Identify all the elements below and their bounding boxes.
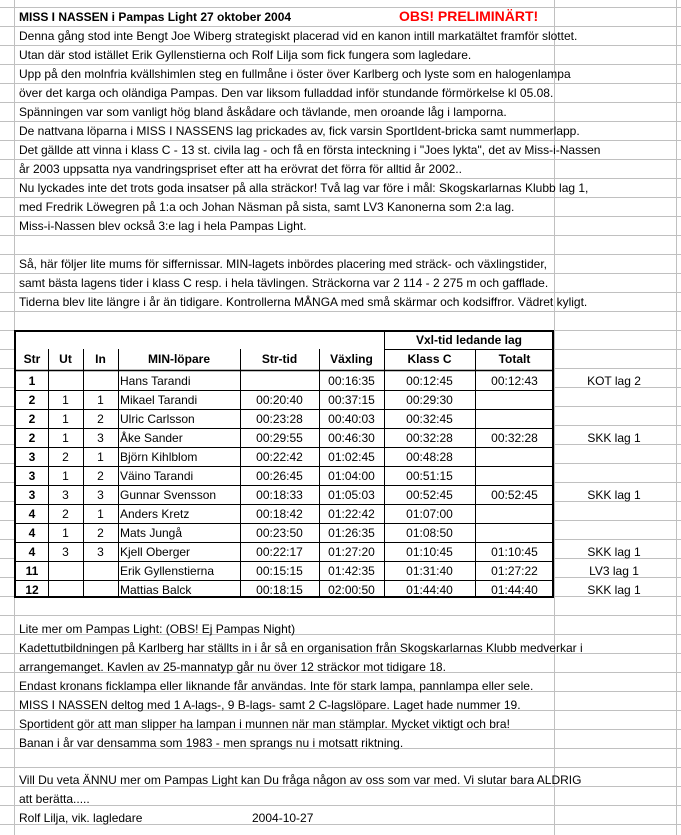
intro-line: Nu lyckades inte det trots goda insatser på alla sträckor! Två lag var före i mål: Skogskarlarnas Klubb lag 1, <box>19 181 589 195</box>
cell-note <box>554 410 674 429</box>
cell-in: 2 <box>97 412 104 426</box>
cell-str: 2 <box>28 412 36 426</box>
cell-class-c: 01:44:40 <box>406 583 453 597</box>
cell-note <box>554 467 674 486</box>
cell-note: LV3 lag 1 <box>589 564 639 578</box>
cell-changeover: 01:04:00 <box>328 469 375 483</box>
intro-line: Spänningen var som vanligt hög bland åskådare och tävlande, men oroande låg i lamporna. <box>19 105 507 119</box>
cell-runner: Björn Kihlblom <box>120 450 198 464</box>
cell-runner: Mattias Balck <box>120 583 192 597</box>
cell-total <box>475 391 554 410</box>
cell-in: 1 <box>97 507 104 521</box>
cell-changeover: 01:26:35 <box>328 526 375 540</box>
cell-changeover: 01:02:45 <box>328 450 375 464</box>
more-line: arrangemanget. Kavlen av 25-mannatyp går nu över 12 sträckor mot tidigare 18. <box>19 660 446 674</box>
cell-leg-time: 00:23:28 <box>256 412 303 426</box>
cell-str: 4 <box>28 526 36 540</box>
intro-line: Upp på den molnfria kvällshimlen steg en fullmåne i öster över Karlberg och lyste som en halogenlampa <box>19 67 571 81</box>
cell-ut: 1 <box>62 469 69 483</box>
cell-note: SKK lag 1 <box>587 583 641 597</box>
cell-in: 3 <box>97 545 104 559</box>
more-line: Lite mer om Pampas Light: (OBS! Ej Pampas Night) <box>19 622 296 636</box>
cell-in: 3 <box>97 488 104 502</box>
cell-note <box>554 448 674 467</box>
intro-line: De nattvana löparna i MISS I NASSENS lag prickades av, fick varsin SportIdent-bricka samt nummerlapp. <box>19 124 580 138</box>
cell-ut <box>48 372 83 391</box>
cell-class-c: 01:10:45 <box>406 545 453 559</box>
cell-runner: Mats Jungå <box>120 526 183 540</box>
cell-changeover: 00:40:03 <box>328 412 375 426</box>
intro-line: över det karga och oländiga Pampas. Den var liksom fulladdad inför stundande förmörkelse kl 05.08. <box>19 86 554 100</box>
cell-ut: 3 <box>62 545 69 559</box>
cell-total: 00:52:45 <box>491 488 538 502</box>
page-title: MISS I NASSEN i Pampas Light 27 oktober 2004 <box>19 10 292 24</box>
more-line: Endast kronans ficklampa eller liknande får användas. Inte för stark lampa, pannlampa eller sele. <box>19 679 534 693</box>
cell-class-c: 00:29:30 <box>406 393 453 407</box>
cell-leg-time: 00:29:55 <box>256 431 303 445</box>
cell-leg-time <box>240 372 319 391</box>
cell-runner: Erik Gyllenstierna <box>120 564 215 578</box>
cell-leg-time: 00:18:15 <box>256 583 303 597</box>
cell-in <box>83 581 118 600</box>
cell-ut: 1 <box>62 526 69 540</box>
cell-in: 1 <box>97 450 104 464</box>
cell-ut <box>48 562 83 581</box>
stats-line: Så, här följer lite mums för siffernissar. MIN-lagets inbördes placering med sträck- och växlingstider, <box>19 257 547 271</box>
cell-str: 12 <box>25 583 39 597</box>
cell-total: 01:27:22 <box>491 564 538 578</box>
column-header-total: Totalt <box>498 352 531 366</box>
cell-class-c: 00:32:28 <box>406 431 453 445</box>
report-date: 2004-10-27 <box>252 811 314 825</box>
cell-class-c: 01:07:00 <box>406 507 453 521</box>
cell-changeover: 01:05:03 <box>328 488 375 502</box>
cell-in: 2 <box>97 469 104 483</box>
cell-leg-time: 00:22:42 <box>256 450 303 464</box>
cell-ut: 1 <box>62 393 69 407</box>
cell-class-c: 00:12:45 <box>406 374 453 388</box>
intro-line: Det gällde att vinna i klass C - 13 st. civila lag - och få en första inteckning i "Joes lykta", det av Miss-i-Nassen <box>19 143 601 157</box>
cell-in: 3 <box>97 431 104 445</box>
intro-line: år 2003 uppsatta nya vandringspriset efter att ha erövrat det förra för alltid år 2002.. <box>19 162 462 176</box>
cell-note: SKK lag 1 <box>587 545 641 559</box>
cell-ut: 2 <box>62 450 69 464</box>
intro-line: Denna gång stod inte Bengt Joe Wiberg strategiskt placerad vid en kanon intill markatältet framför slottet. <box>19 29 578 43</box>
cell-str: 11 <box>25 564 39 578</box>
cell-leg-time: 00:18:33 <box>256 488 303 502</box>
cell-note <box>554 391 674 410</box>
cell-changeover: 01:42:35 <box>328 564 375 578</box>
cell-total: 01:44:40 <box>491 583 538 597</box>
intro-line: med Fredrik Löwegren på 1:a och Johan Näsman på sista, samt LV3 Kanonerna som 2:a lag. <box>19 200 515 214</box>
column-header-in: In <box>95 352 106 366</box>
intro-line: Miss-i-Nassen blev också 3:e lag i hela Pampas Light. <box>19 219 307 233</box>
cell-changeover: 00:16:35 <box>328 374 375 388</box>
cell-class-c: 00:51:15 <box>406 469 453 483</box>
cell-str: 3 <box>28 469 36 483</box>
cell-class-c: 00:48:28 <box>406 450 453 464</box>
cell-total: 00:32:28 <box>491 431 538 445</box>
cell-class-c: 00:32:45 <box>406 412 453 426</box>
leading-team-header: Vxl-tid ledande lag <box>415 333 523 347</box>
column-header-class-c: Klass C <box>407 352 452 366</box>
cell-changeover: 00:46:30 <box>328 431 375 445</box>
cell-class-c: 01:08:50 <box>406 526 453 540</box>
cell-leg-time: 00:23:50 <box>256 526 303 540</box>
cell-ut: 3 <box>62 488 69 502</box>
more-line: Banan i år var densamma som 1983 - men sprangs nu i motsatt riktning. <box>19 736 404 750</box>
cell-total <box>475 505 554 524</box>
cell-str: 3 <box>28 488 36 502</box>
column-header-str: Str <box>23 352 41 366</box>
cell-ut <box>48 581 83 600</box>
cell-runner: Väino Tarandi <box>120 469 194 483</box>
cell-ut: 1 <box>62 431 69 445</box>
cell-changeover: 01:22:42 <box>328 507 375 521</box>
cell-leg-time: 00:20:40 <box>256 393 303 407</box>
cell-note: KOT lag 2 <box>587 374 641 388</box>
cell-changeover: 02:00:50 <box>328 583 375 597</box>
cell-changeover: 01:27:20 <box>328 545 375 559</box>
cell-leg-time: 00:15:15 <box>256 564 303 578</box>
cell-str: 1 <box>28 374 36 388</box>
column-header-ut: Ut <box>59 352 72 366</box>
preliminary-notice: OBS! PRELIMINÄRT! <box>399 8 539 24</box>
stats-line: samt bästa lagens tider i klass C resp. i hela tävlingen. Sträckorna var 2 114 - 2 275 m och gafflade. <box>19 276 549 290</box>
cell-ut: 2 <box>62 507 69 521</box>
footer-line: Vill Du veta ÄNNU mer om Pampas Light kan Du fråga någon av oss som var med. Vi slutar bara ALDRIG <box>19 773 582 787</box>
cell-note: SKK lag 1 <box>587 431 641 445</box>
cell-in: 1 <box>97 393 104 407</box>
column-header-changeover: Växling <box>330 352 373 366</box>
more-line: Sportident gör att man slipper ha lampan i munnen när man stämplar. Mycket viktigt och bra! <box>19 717 510 731</box>
cell-leg-time: 00:18:42 <box>256 507 303 521</box>
stats-line: Tiderna blev lite längre i år än tidigare. Kontrollerna MÅNGA med små skärmar och kodsiffror. Vädret kyligt. <box>19 295 588 309</box>
cell-str: 4 <box>28 545 36 559</box>
cell-str: 4 <box>28 507 36 521</box>
cell-total <box>475 410 554 429</box>
column-header-runner: MIN-löpare <box>147 352 210 366</box>
cell-total <box>475 467 554 486</box>
more-line: MISS I NASSEN deltog med 1 A-lags-, 9 B-lags- samt 2 C-lagslöpare. Laget hade nummer 19. <box>19 698 521 712</box>
footer-line: att berätta..... <box>19 792 90 806</box>
cell-leg-time: 00:22:17 <box>256 545 303 559</box>
cell-class-c: 01:31:40 <box>406 564 453 578</box>
cell-runner: Gunnar Svensson <box>120 488 217 502</box>
cell-ut: 1 <box>62 412 69 426</box>
cell-runner: Åke Sander <box>120 431 183 445</box>
cell-str: 2 <box>28 431 36 445</box>
cell-total <box>475 524 554 543</box>
more-line: Kadettutbildningen på Karlberg har ställts in i år så en organisation från Skogskarlarnas Klubb medverkar i <box>19 641 583 655</box>
cell-total <box>475 448 554 467</box>
cell-changeover: 00:37:15 <box>328 393 375 407</box>
author-signature: Rolf Lilja, vik. lagledare <box>19 811 143 825</box>
cell-in <box>83 562 118 581</box>
cell-runner: Anders Kretz <box>120 507 190 521</box>
cell-str: 3 <box>28 450 36 464</box>
cell-in: 2 <box>97 526 104 540</box>
cell-in <box>83 372 118 391</box>
cell-leg-time: 00:26:45 <box>256 469 303 483</box>
intro-line: Utan där stod istället Erik Gyllenstierna och Rolf Lilja som fick fungera som lagledare. <box>19 48 472 62</box>
cell-total: 00:12:43 <box>491 374 538 388</box>
cell-total: 01:10:45 <box>491 545 538 559</box>
column-header-leg-time: Str-tid <box>261 352 298 366</box>
cell-class-c: 00:52:45 <box>406 488 453 502</box>
cell-runner: Mikael Tarandi <box>120 393 198 407</box>
cell-note <box>554 524 674 543</box>
cell-runner: Kjell Oberger <box>120 545 191 559</box>
cell-runner: Hans Tarandi <box>120 374 191 388</box>
cell-str: 2 <box>28 393 36 407</box>
cell-runner: Ulric Carlsson <box>120 412 195 426</box>
cell-note <box>554 505 674 524</box>
cell-note: SKK lag 1 <box>587 488 641 502</box>
